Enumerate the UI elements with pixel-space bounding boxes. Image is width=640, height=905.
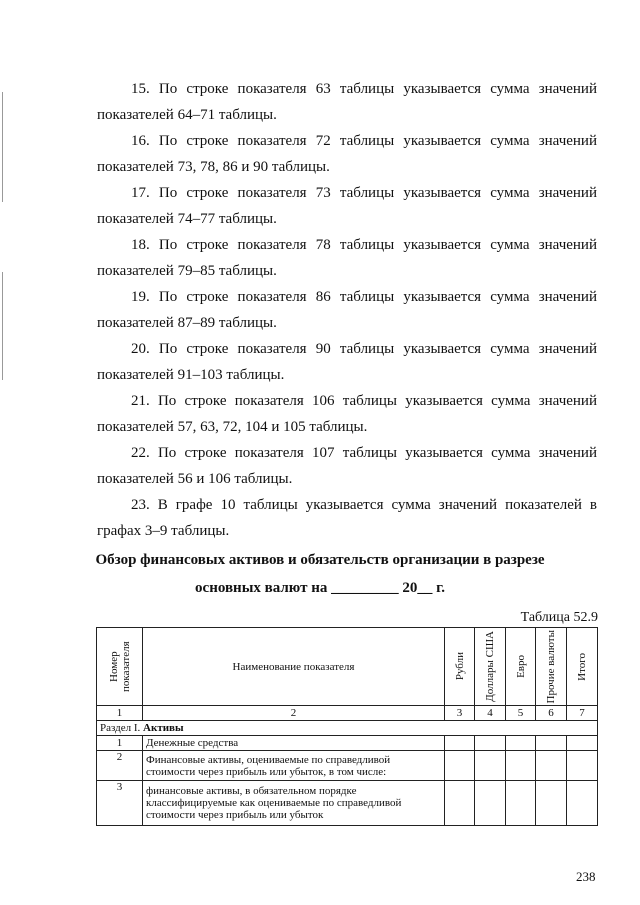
header-label: Евро [514,655,527,678]
row-number: 2 [97,751,143,781]
margin-line-1 [2,92,3,202]
row-name: Финансовые активы, оцениваемые по справедливой стоимости через прибыль или убыток, в том числе: [143,751,445,781]
assets-table [96,627,598,826]
header-cell [445,628,475,706]
row-name: финансовые активы, в обязательном порядке классифицируемые как оцениваемые по справедливой стоимости через прибыль или убыток [143,781,445,826]
value-cell [567,751,598,781]
section-row [97,721,598,736]
margin-line-2 [2,272,3,380]
header-label: Итого [576,652,588,681]
paragraph-line: показателей 79–85 таблицы. [97,263,277,279]
header-label: Доллары США [484,631,496,702]
value-cell [506,751,536,781]
numbering-cell: 7 [567,706,598,721]
paragraph-23 [97,492,597,544]
paragraph-line: показателей 64–71 таблицы. [97,107,277,123]
paragraph-20 [97,336,597,388]
paragraph-line: показателей 91–103 таблицы. [97,367,285,383]
paragraph-21 [97,388,597,440]
paragraph-line: 15. По строке показателя 63 таблицы указывается сумма значений [131,81,597,97]
header-cell [475,628,506,706]
numbering-row [97,706,598,721]
header-label: Рубли [453,652,466,681]
paragraph-line: 17. По строке показателя 73 таблицы указывается сумма значений [131,185,597,201]
value-cell [536,781,567,826]
table-title-line-2: основных валют на _________ 20__ г. [195,580,445,596]
value-cell [567,736,598,751]
paragraph-18 [97,232,597,284]
value-cell [506,736,536,751]
numbering-cell: 3 [445,706,475,721]
numbering-cell: 4 [475,706,506,721]
paragraph-line: показателей 87–89 таблицы. [97,315,277,331]
value-cell [567,781,598,826]
paragraph-line: 22. По строке показателя 107 таблицы указывается сумма значений [131,445,597,461]
value-cell [506,781,536,826]
numbering-cell: 2 [143,706,445,721]
numbering-cell: 5 [506,706,536,721]
header-cell [506,628,536,706]
value-cell [445,781,475,826]
value-cell [475,751,506,781]
table-row [97,751,598,781]
paragraph-line: показателей 74–77 таблицы. [97,211,277,227]
row-number: 3 [97,781,143,826]
paragraph-line: показателей 57, 63, 72, 104 и 105 таблицы. [97,419,368,435]
paragraph-line: 23. В графе 10 таблицы указывается сумма значений показателей в [131,497,597,513]
paragraph-line: 18. По строке показателя 78 таблицы указывается сумма значений [131,237,597,253]
paragraph-17 [97,180,597,232]
table-title-line-1: Обзор финансовых активов и обязательств организации в разрезе [95,552,545,568]
paragraph-line: 16. По строке показателя 72 таблицы указывается сумма значений [131,133,597,149]
paragraph-line: графах 3–9 таблицы. [97,523,230,539]
header-cell [97,628,143,706]
header-label: Номер показателя [107,641,132,692]
header-cell [567,628,598,706]
value-cell [475,781,506,826]
value-cell [445,736,475,751]
row-number: 1 [97,736,143,751]
section-prefix: Раздел I. [100,722,141,734]
row-name: Денежные средства [143,736,445,751]
page-number: 238 [576,869,596,884]
paragraph-line: 21. По строке показателя 106 таблицы указывается сумма значений [131,393,597,409]
paragraph-22 [97,440,597,492]
paragraph-line: показателей 73, 78, 86 и 90 таблицы. [97,159,330,175]
value-cell [445,751,475,781]
header-label: Прочие валюты [545,629,557,704]
table-row [97,736,598,751]
header-label: Наименование показателя [232,660,355,673]
paragraph-19 [97,284,597,336]
paragraph-16 [97,128,597,180]
numbering-cell: 6 [536,706,567,721]
value-cell [536,736,567,751]
section-cell [97,721,598,736]
paragraph-line: показателей 56 и 106 таблицы. [97,471,293,487]
table-label: Таблица 52.9 [520,610,598,625]
numbering-cell: 1 [97,706,143,721]
header-cell [536,628,567,706]
section-name: Активы [143,722,184,734]
value-cell [475,736,506,751]
paragraph-line: 19. По строке показателя 86 таблицы указывается сумма значений [131,289,597,305]
paragraph-15 [97,76,597,128]
table-row [97,781,598,826]
value-cell [536,751,567,781]
paragraph-line: 20. По строке показателя 90 таблицы указывается сумма значений [131,341,597,357]
table-header-row [97,628,598,706]
header-cell [143,628,445,706]
